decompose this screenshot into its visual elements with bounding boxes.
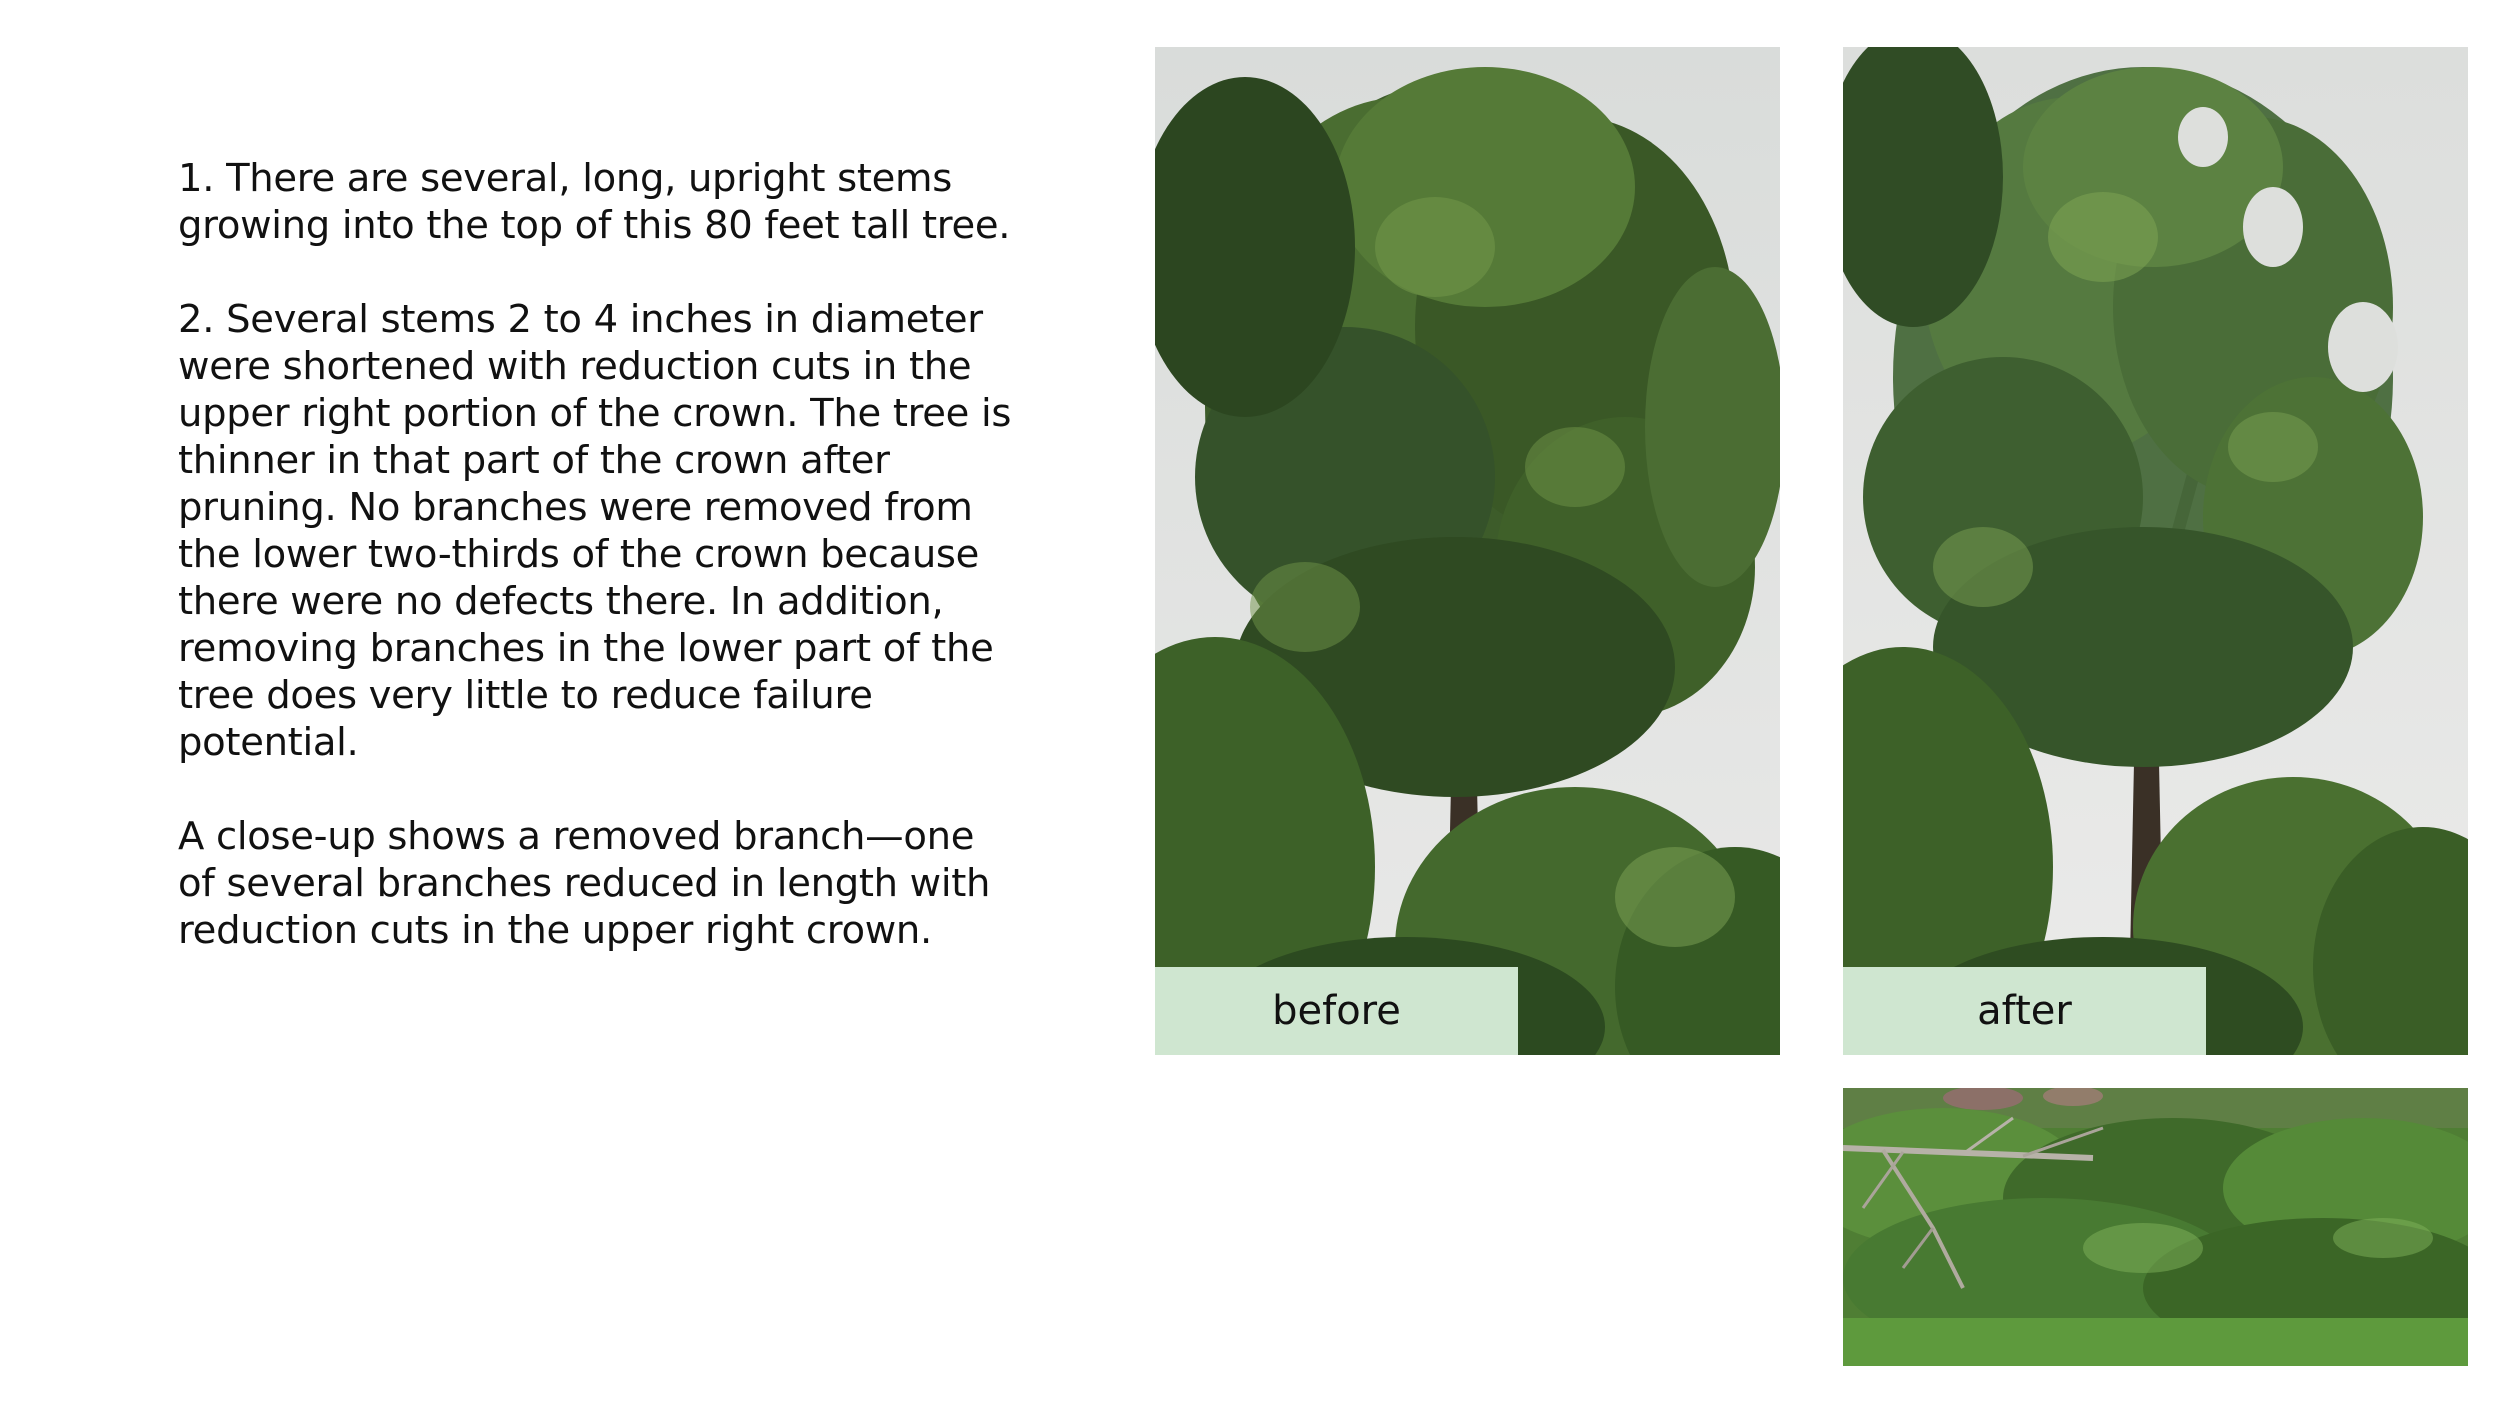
- after-tree-image: [1843, 47, 2468, 1055]
- after-tree-photo: [1843, 47, 2468, 1055]
- before-caption: before: [1155, 967, 1518, 1055]
- paragraph-1: 1. There are several, long, upright stems growing into the top of this 80 feet tall tree.: [178, 156, 1011, 248]
- paragraph-2: 2. Several stems 2 to 4 inches in diameter were shortened with reduction cuts in the upper right portion of the crown. The tree is thinner in that part of the crown after pruning. No branches were removed from the lower two-thirds of the crown because there were no defects there. In addition, removing branches in the lower part of the tree does very little to reduce failure potential.: [178, 297, 1012, 765]
- description-text: [178, 155, 1018, 1001]
- removed-branch-image: [1843, 1088, 2468, 1366]
- after-caption: after: [1843, 967, 2206, 1055]
- paragraph-3: A close-up shows a removed branch—one of several branches reduced in length with reduction cuts in the upper right crown.: [178, 814, 991, 953]
- before-tree-photo: [1155, 47, 1780, 1055]
- before-tree-image: [1155, 47, 1780, 1055]
- removed-branch-closeup-photo: [1843, 1088, 2468, 1366]
